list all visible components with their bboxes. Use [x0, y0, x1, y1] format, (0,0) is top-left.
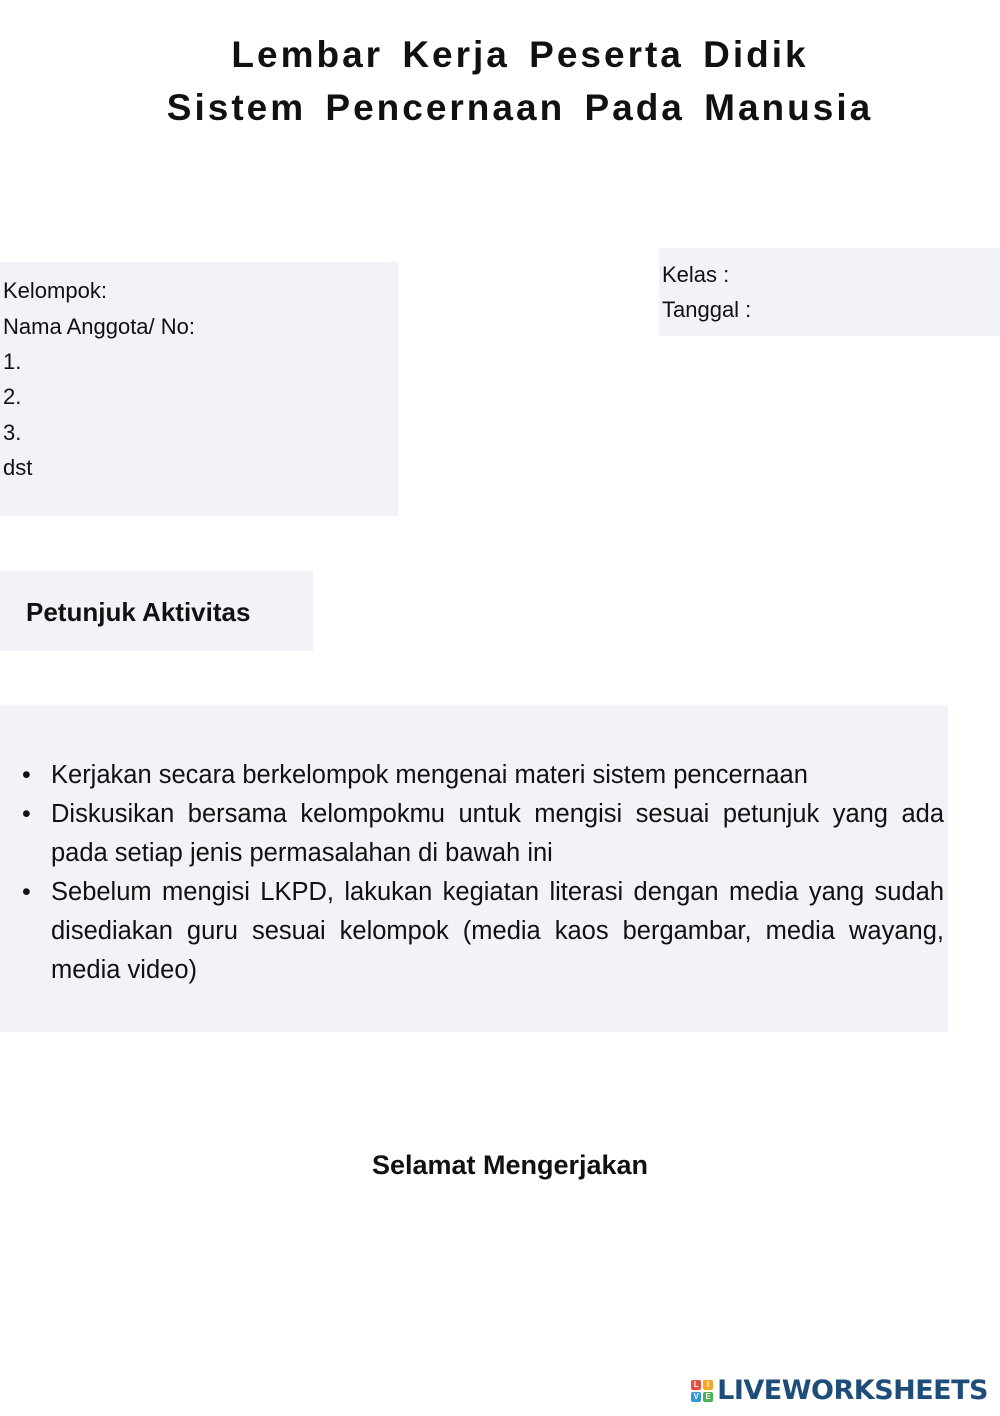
- instruction-item: [20, 873, 944, 990]
- logo-letter-i: I: [703, 1380, 713, 1390]
- logo-letter-e: E: [703, 1392, 713, 1402]
- instruction-item: [20, 795, 944, 873]
- member-number-3: 3.: [3, 420, 22, 445]
- page-title-line-2: Sistem Pencernaan Pada Manusia: [166, 87, 874, 128]
- instruction-item: [20, 756, 944, 795]
- logo-letter-l: L: [691, 1380, 701, 1390]
- liveworksheets-brand: [691, 1375, 988, 1407]
- bullet-icon: •: [22, 800, 31, 828]
- liveworksheets-wordmark: LIVEWORKSHEETS: [717, 1375, 988, 1406]
- class-info-box: [659, 248, 1000, 336]
- group-label: Kelompok:: [3, 278, 107, 303]
- member-number-1: 1.: [3, 349, 22, 374]
- more-members-label: dst: [3, 455, 33, 480]
- instruction-text: Kerjakan secara berkelompok mengenai materi sistem pencernaan: [51, 761, 808, 789]
- class-label: Kelas :: [662, 262, 730, 287]
- activity-heading-box: [0, 571, 313, 651]
- bullet-icon: •: [22, 878, 31, 906]
- student-identity-box: [0, 262, 398, 516]
- members-label: Nama Anggota/ No:: [3, 314, 196, 339]
- bullet-icon: •: [22, 761, 31, 789]
- member-number-2: 2.: [3, 384, 22, 409]
- logo-letter-v: V: [691, 1392, 701, 1402]
- page-title-line-1: Lembar Kerja Peserta Didik: [231, 34, 809, 75]
- date-label: Tanggal :: [662, 297, 752, 322]
- closing-message: Selamat Mengerjakan: [371, 1150, 649, 1180]
- instruction-text: Sebelum mengisi LKPD, lakukan kegiatan literasi dengan media yang sudah disediakan guru sesuai kelompok (media kaos bergambar, media wayang, media video): [51, 878, 944, 984]
- activity-heading: Petunjuk Aktivitas: [26, 597, 251, 627]
- instructions-list: [20, 756, 944, 990]
- liveworksheets-logo-icon: [691, 1380, 713, 1402]
- instructions-box: [0, 705, 948, 1032]
- instruction-text: Diskusikan bersama kelompokmu untuk mengisi sesuai petunjuk yang ada pada setiap jenis permasalahan di bawah ini: [51, 800, 944, 867]
